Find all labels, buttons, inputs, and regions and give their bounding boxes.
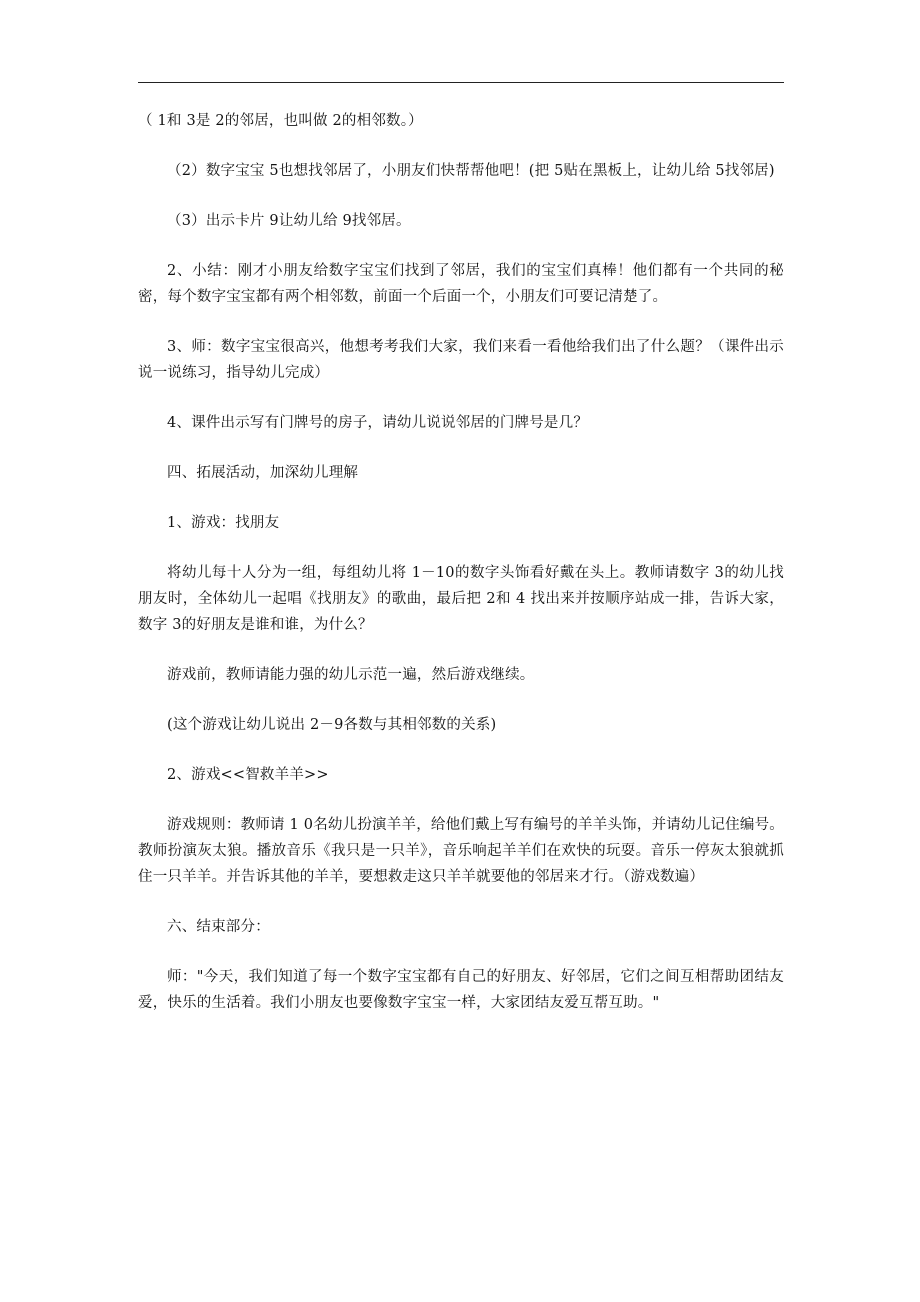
section-heading-extension: 四、拓展活动，加深幼儿理解 xyxy=(167,465,359,481)
paragraph-teacher-quiz: 3、师：数字宝宝很高兴，他想考考我们大家，我们来看一看他给我们出了什么题？（课件出示说一说练习，指导幼儿完成） xyxy=(138,339,784,381)
paragraph-game-1-demo: 游戏前，教师请能力强的幼儿示范一遍，然后游戏继续。 xyxy=(167,667,535,683)
paragraph-closing-speech: 师："今天，我们知道了每一个数字宝宝都有自己的好朋友、好邻居，它们之间互相帮助团结友爱，快乐的生活着。我们小朋友也要像数字宝宝一样，大家团结友爱互帮互助。" xyxy=(138,969,784,1011)
paragraph-game-1-title: 1、游戏：找朋友 xyxy=(167,515,280,531)
paragraph-neighbors-note: （ 1和 3是 2的邻居，也叫做 2的相邻数。） xyxy=(138,113,423,129)
document-body xyxy=(138,108,784,1040)
paragraph-summary: 2、小结：刚才小朋友给数字宝宝们找到了邻居，我们的宝宝们真棒！他们都有一个共同的秘密，每个数字宝宝都有两个相邻数，前面一个后面一个，小朋友们可要记清楚了。 xyxy=(138,263,784,305)
paragraph-game-2-title: 2、游戏<<智救羊羊>> xyxy=(167,767,329,783)
header-rule xyxy=(138,82,784,83)
paragraph-game-2-rules: 游戏规则：教师请 1 0名幼儿扮演羊羊，给他们戴上写有编号的羊羊头饰，并请幼儿记住编号。教师扮演灰太狼。播放音乐《我只是一只羊》，音乐响起羊羊们在欢快的玩耍。音乐一停灰太狼就抓住一只羊羊。并告诉其他的羊羊，要想救走这只羊羊就要他的邻居来才行。（游戏数遍） xyxy=(138,817,784,885)
paragraph-game-1-note: (这个游戏让幼儿说出 2－9各数与其相邻数的关系) xyxy=(167,717,497,733)
section-heading-conclusion: 六、结束部分： xyxy=(167,919,270,935)
paragraph-step-3-find-neighbor-9: （3）出示卡片 9让幼儿给 9找邻居。 xyxy=(167,213,411,229)
paragraph-house-numbers: 4、课件出示写有门牌号的房子，请幼儿说说邻居的门牌号是几？ xyxy=(167,415,589,431)
paragraph-game-1-description: 将幼儿每十人分为一组，每组幼儿将 1－10的数字头饰看好戴在头上。教师请数字 3的幼儿找朋友时，全体幼儿一起唱《找朋友》的歌曲，最后把 2和 4 找出来并按顺序站成一排，告诉大家，数字 3的好朋友是谁和谁，为什么？ xyxy=(138,565,784,633)
paragraph-step-2-find-neighbor-5: （2）数字宝宝 5也想找邻居了，小朋友们快帮帮他吧！(把 5贴在黑板上，让幼儿给 5找邻居) xyxy=(167,163,775,179)
